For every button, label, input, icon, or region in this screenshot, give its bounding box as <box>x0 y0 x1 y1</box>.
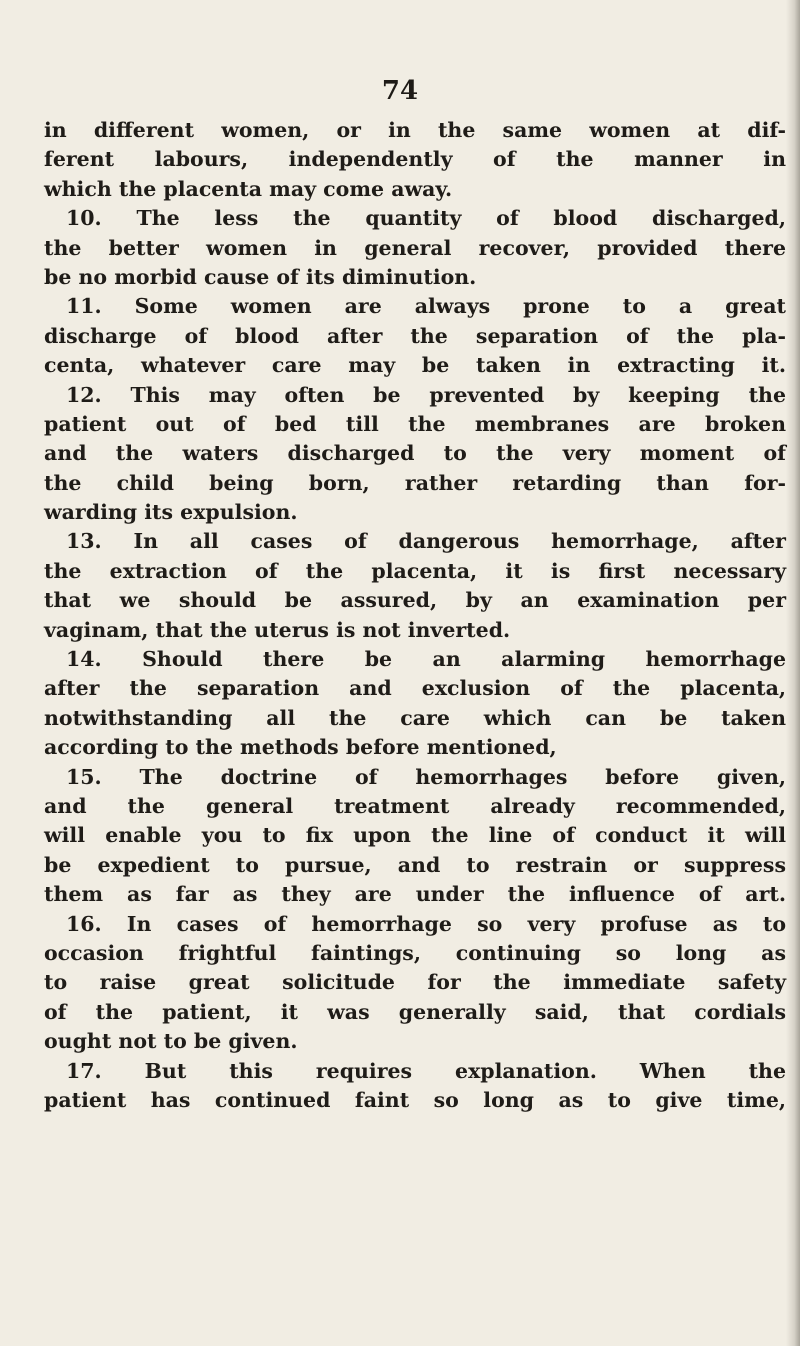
text-line: which the placenta may come away. <box>44 176 453 201</box>
text-line: in different women, or in the same women at dif- <box>44 118 786 142</box>
text-line: to raise great solicitude for the immediate safety <box>44 970 786 995</box>
text-line: centa, whatever care may be taken in extracting it. <box>44 353 786 378</box>
text-line: occasion frightful faintings, continuing so long as <box>44 940 786 965</box>
text-line: after the separation and exclusion of the placenta, <box>44 676 786 701</box>
text-line: patient has continued faint so long as to give time, <box>44 1087 786 1112</box>
text-line: of the patient, it was generally said, that cordials <box>44 999 786 1024</box>
text-line: 11. Some women are always prone to a great <box>66 294 786 319</box>
text-line: and the waters discharged to the very moment of <box>44 441 786 466</box>
text-line: discharge of blood after the separation of the pla- <box>44 323 786 348</box>
text-line: 10. The less the quantity of blood discharged, <box>66 206 786 231</box>
text-line: 13. In all cases of dangerous hemorrhage, after <box>66 529 786 554</box>
text-line: will enable you to fix upon the line of conduct it will <box>44 823 786 848</box>
text-line: be no morbid cause of its diminution. <box>44 264 477 289</box>
text-line: the extraction of the placenta, it is first necessary <box>44 558 786 583</box>
text-line: 15. The doctrine of hemorrhages before given, <box>66 764 786 789</box>
text-line: the better women in general recover, provided there <box>44 235 786 260</box>
body-text <box>44 116 786 1115</box>
text-line: ferent labours, independently of the manner in <box>44 147 786 172</box>
text-line: be expedient to pursue, and to restrain or suppress <box>44 852 786 877</box>
text-line: warding its expulsion. <box>44 500 298 525</box>
text-line: ought not to be given. <box>44 1029 298 1054</box>
text-line: the child being born, rather retarding than for- <box>44 470 786 495</box>
text-line: according to the methods before mentioned, <box>44 735 557 760</box>
text-line: and the general treatment already recommended, <box>44 793 786 818</box>
page-number: 74 <box>381 76 419 106</box>
text-line: that we should be assured, by an examination per <box>44 588 786 613</box>
text-line: them as far as they are under the influence of art. <box>44 882 786 907</box>
text-line: 14. Should there be an alarming hemorrhage <box>66 647 786 672</box>
text-line: 12. This may often be prevented by keeping the <box>66 382 786 407</box>
page-edge-shadow <box>786 0 800 1346</box>
text-line: patient out of bed till the membranes are broken <box>44 411 786 436</box>
text-line: vaginam, that the uterus is not inverted. <box>44 617 511 642</box>
text-line: 17. But this requires explanation. When the <box>66 1058 786 1083</box>
text-line: 16. In cases of hemorrhage so very profuse as to <box>66 911 786 936</box>
text-line: notwithstanding all the care which can be taken <box>44 705 786 730</box>
